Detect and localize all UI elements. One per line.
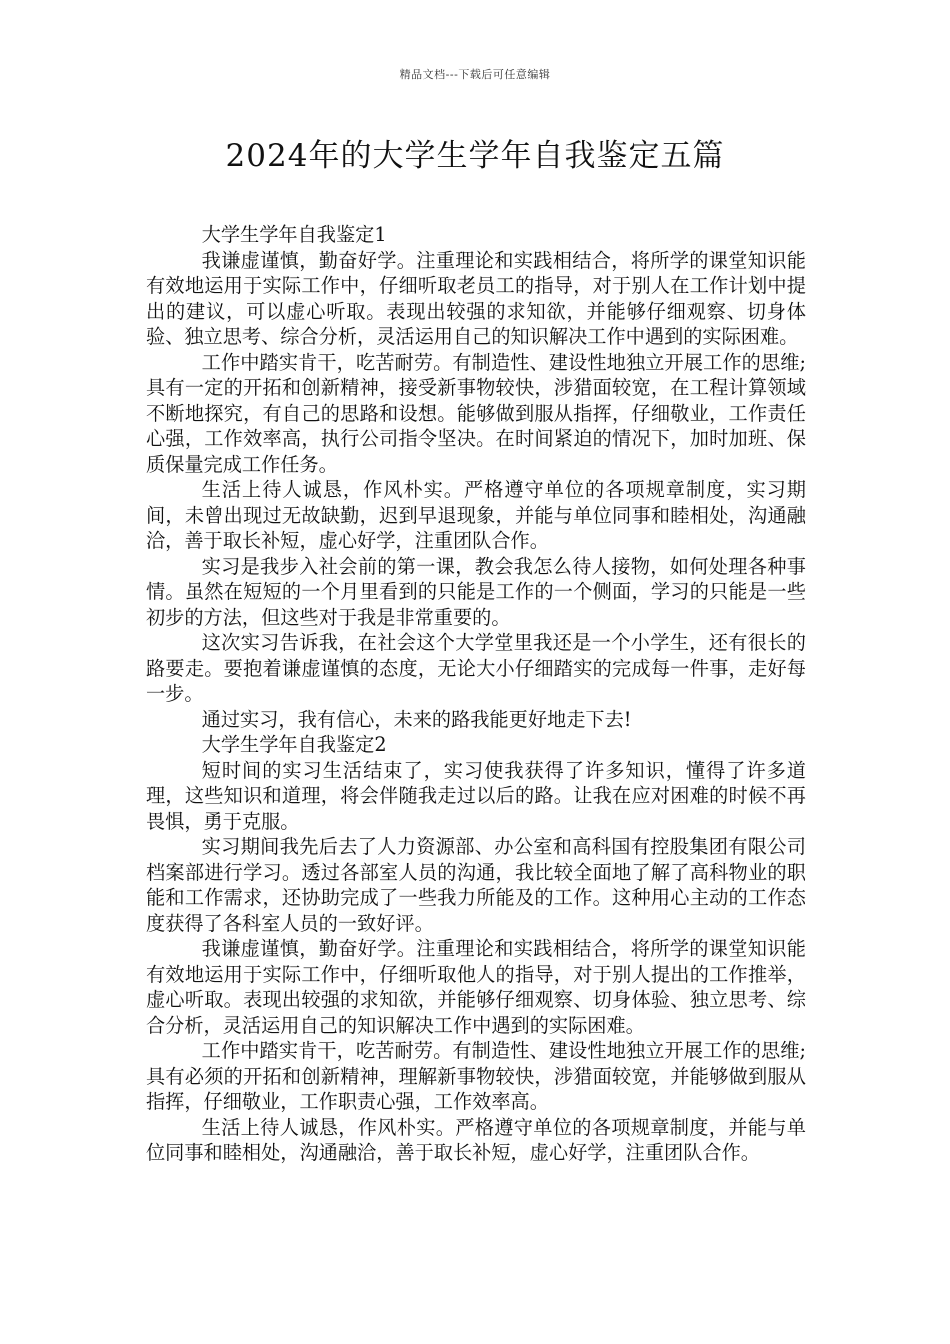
paragraph: 我谦虚谨慎，勤奋好学。注重理论和实践相结合，将所学的课堂知识能有效地运用于实际工作中，仔细听取他人的指导，对于别人提出的工作推举，虚心听取。表现出较强的求知欲，并能够仔细观察、切身体验、独立思考、综合分析，灵活运用自己的知识解决工作中遇到的实际困难。 xyxy=(146,937,806,1037)
paragraph: 生活上待人诚恳，作风朴实。严格遵守单位的各项规章制度，并能与单位同事和睦相处，沟通融洽，善于取长补短，虚心好学，注重团队合作。 xyxy=(146,1115,806,1164)
section-heading-2: 大学生学年自我鉴定2 xyxy=(201,733,387,756)
paragraph: 生活上待人诚恳，作风朴实。严格遵守单位的各项规章制度，实习期间，未曾出现过无故缺勤，迟到早退现象，并能与单位同事和睦相处，沟通融洽，善于取长补短，虚心好学，注重团队合作。 xyxy=(146,478,806,552)
paragraph: 实习是我步入社会前的第一课，教会我怎么待人接物，如何处理各种事情。虽然在短短的一个月里看到的只能是工作的一个侧面，学习的只能是一些初步的方法，但这些对于我是非常重要的。 xyxy=(146,554,806,629)
header-note: 精品文档---下载后可任意编辑 xyxy=(399,68,551,81)
paragraph: 工作中踏实肯干，吃苦耐劳。有制造性、建设性地独立开展工作的思维;具有必须的开拓和创新精神，理解新事物较快，涉猎面较宽，并能够做到服从指挥，仔细敬业，工作职责心强，工作效率高。 xyxy=(146,1039,806,1113)
document-body xyxy=(146,222,806,1166)
paragraph: 通过实习，我有信心，未来的路我能更好地走下去! xyxy=(201,707,632,731)
section-heading-1: 大学生学年自我鉴定1 xyxy=(201,223,387,246)
paragraph: 这次实习告诉我，在社会这个大学堂里我还是一个小学生，还有很长的路要走。要抱着谦虚谨慎的态度，无论大小仔细踏实的完成每一件事，走好每一步。 xyxy=(146,631,806,705)
paragraph: 短时间的实习生活结束了，实习使我获得了许多知识，懂得了许多道理，这些知识和道理，将会伴随我走过以后的路。让我在应对困难的时候不再畏惧，勇于克服。 xyxy=(146,758,806,833)
paragraph: 我谦虚谨慎，勤奋好学。注重理论和实践相结合，将所学的课堂知识能有效地运用于实际工作中，仔细听取老员工的指导，对于别人在工作计划中提出的建议，可以虚心听取。表现出较强的求知欲，并能够仔细观察、切身体验、独立思考、综合分析，灵活运用自己的知识解决工作中遇到的实际困难。 xyxy=(146,248,806,348)
document-title: 2024年的大学生学年自我鉴定五篇 xyxy=(225,138,725,174)
paragraph: 实习期间我先后去了人力资源部、办公室和高科国有控股集团有限公司档案部进行学习。透过各部室人员的沟通，我比较全面地了解了高科物业的职能和工作需求，还协助完成了一些我力所能及的工作。这种用心主动的工作态度获得了各科室人员的一致好评。 xyxy=(146,835,806,935)
paragraph: 工作中踏实肯干，吃苦耐劳。有制造性、建设性地独立开展工作的思维;具有一定的开拓和创新精神，接受新事物较快，涉猎面较宽，在工程计算领域不断地探究，有自己的思路和设想。能够做到服从指挥，仔细敬业，工作责任心强，工作效率高，执行公司指令坚决。在时间紧迫的情况下，加时加班、保质保量完成工作任务。 xyxy=(146,350,806,476)
